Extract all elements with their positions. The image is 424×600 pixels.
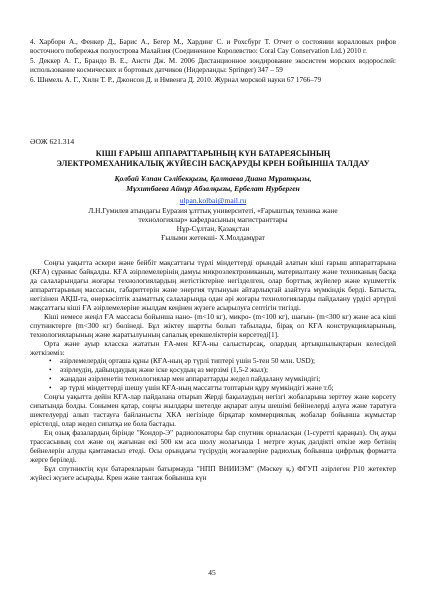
article-body [30, 259, 396, 483]
title-line: КІШІ ҒАРЫШ АППАРАТТАРЫНЫҢ КҮН БАТАРЕЯСЫНЫҢ [95, 149, 331, 158]
body-paragraph: Ең озық фазалардың бірінде "Кондор-Э" радиолокаторы бар спутник орналасқан (1-суретті қараңыз). Оң ауқы трассасының сол және оң жағынан екі 500 км аса шолу жолағында 1 метрге жуық дәлдікті өткізе жер бетінің бейнелерін алуды қамтамасыз етеді. Осы орындағы түсірудің жоғаалеріне радиолық бойынша цифрлық форматта жерге беріледі. [30, 428, 396, 464]
body-paragraph: Бұл спутниктің күн батареяларын батырмауда "НПП ВНИИЭМ" (Мәскеу қ.) ФГУП әзірлеген Р10 жетектер жүйесі жүзеге асырады. Крен және тангаж бойынша күн [30, 463, 396, 482]
affiliation-line: Нұр-Сұлтан, Қазақстан [176, 223, 250, 233]
reference-item: 4. Харборн А., Фенкер Д., Барис А., Бегер М., Хардинг С. и Рохсбург Т. Отчет о состоянии коралловых рифов восточного побережья полуострова Малайзия (Соединенное Королевство: Coral Cay Conservation Ltd.) 2010 г. [30, 38, 396, 55]
reference-item: 6. Шнмель А. Г., Хилн Т. Р., Джонсон Д. и Нмвенга Д. 2010. Журнал морской науки 67 1766–79 [30, 75, 322, 84]
list-item: • әзірлемелердің орташа құны (КҒА-ның әр түрлі типтері үшін 5-тен 50 млн. USD); [60, 357, 396, 366]
body-paragraph: Кіші немесе жеңіл ҒА массасы бойынша нано- (m<10 кг), микро- (m<100 кг), шағын- (m<300 кг) және аса кіші спутниктерге (m<300 кг) бөлінеді. Бұл жіктеу шартты болып табылады, бірақ ол КҒА конструкцияларының, технологияларының және жаратылуының сапалық ерекшеліктерін көрсетеді[1]. [30, 311, 396, 339]
affiliation-line: технологиялар» кафедрасының магистранттары [138, 214, 288, 224]
author-line: Мұхитбаева Айнұр Абзалқызы, Ербелат Нурберген [126, 183, 300, 193]
author-line: Қолбай Ұлпан Сәлібекқызы, Қалтаева Диана Мұратқызы, [114, 174, 312, 183]
affiliation-line: Л.Н.Гумилев атындағы Еуразия ұлттық университеті, «Ғарыштық техника және [88, 206, 338, 215]
reference-item: 5. Деккер А. Г., Брандо В. Е., Анстн Дж. М. 2006 Дистанционное зондирование экосистем морских водорослей: использование космических и бортовых датчиков (Нидерланды: Springer) 347 – 59 [30, 56, 396, 74]
title-line: ЭЛЕКТРОМЕХАНИКАЛЫҚ ЖҮЙЕСІН БАСҚАРУДЫ КРЕН БОЙЫНША ТАЛДАУ [56, 158, 370, 168]
advantages-list [30, 357, 396, 393]
reference-list [30, 38, 396, 86]
list-item: • әр түрлі міндеттерді шешу үшін КҒА-ның массатты топтарын құру мүмкіндігі және т.б; [60, 384, 396, 393]
body-paragraph: Соңғы уақытта әскери және бейбіт мақсаттағы түрлі міндеттерді орындай алатын кіші ғарыш аппараттарына (КҒА) сұраныс байқалды. КҒА әзірлемелерінің дамуы микроэлектрониканың, материалтану және техниканың басқа да салаларындағы жоғары технологиялардың жетістіктеріне негізделген, олар борттық жүйелер және күшметтік аппараттарының массасын, габариттерін және энергия тұтынуын айтарлықтай азайтуға мүмкіндік берді. Батыста, негізінен АҚШ-та, өнеркәсіптік азаматтық салаларында одан әрі жоғары технологияларды пайдалану үрдісі әртүрлі мақсаттағы кіші ҒА әзірлемелеріне жылдам кеңінен жүзеге асырылуға септігін тигізді. [30, 258, 396, 312]
affiliation-block [30, 207, 396, 243]
author-email-link[interactable]: ulpan.kolbai@mail.ru [179, 196, 247, 205]
page-number: 45 [208, 568, 216, 577]
body-paragraph: Орта және ауыр класска жататын ҒА-мен КҒА-ны салыстырсақ, олардың артықшылықтарын келесідей жеткіземіз: [30, 338, 396, 357]
affiliation-line: Ғылыми жетекші- Х.Молдамұрат [161, 232, 265, 242]
author-list [30, 174, 396, 193]
list-item: • әзірлеудің, дайындаудың және іске қосудың аз мерзімі (1,5-2 жыл); [60, 366, 396, 375]
article-title [30, 149, 396, 168]
list-item: • жаңадан әзірленетін технологиялар мен аппараттарды жедел пайдалану мүмкіндігі; [60, 375, 396, 384]
body-paragraph: Соңғы уақытта дейін КҒА-лар пайдалана отырып Жерді бақылаудың негізгі жобаларына зерттеу және көрсету сипатында болды. Сонымен қатар, соңғы жылдары шетелде ақпарат алуы шешімі бейінелерді алуға және таратуға шектелуерді алып тастауға байланысты ХКА негізінде бірқатар коммерциялық жобалар бойынша жұмыстар ерістелді, олар жедел сипатқа ие бола бастады. [30, 392, 396, 429]
udc-code: ӘОЖ 621.314 [30, 137, 75, 146]
